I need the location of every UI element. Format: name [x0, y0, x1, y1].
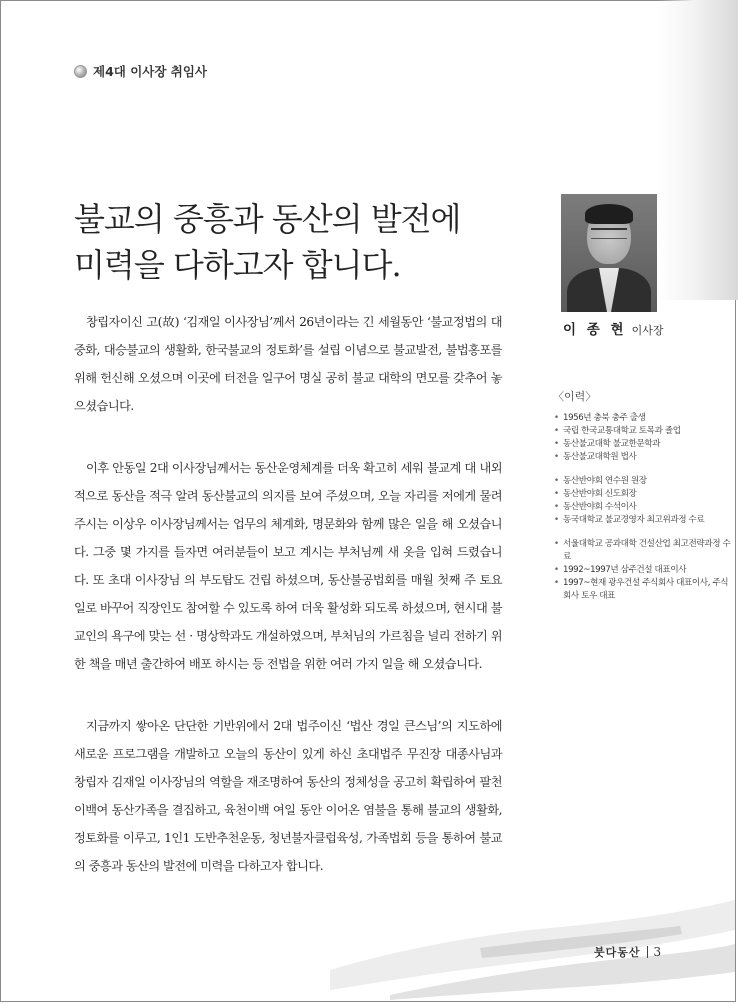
page-footer	[594, 944, 661, 960]
portrait-glasses	[591, 228, 627, 239]
section-label-text: 제4대 이사장 취임사	[93, 64, 208, 79]
career-item: • 1956년 충북 충주 출생	[553, 412, 733, 425]
person-name: 이 종 현	[563, 322, 627, 338]
person-title: 이사장	[631, 324, 664, 337]
career-item: • 동산불교대학원 법사	[553, 451, 733, 464]
career-item: • 동산반야회 수석이사	[553, 501, 733, 514]
paragraph-2: 이후 안동일 2대 이사장님께서는 동산운영체계를 더욱 확고히 세워 불교계 대 내외적으로 동산을 적극 알려 동산불교의 의지를 보여 주셨으며, 오늘 자리를 저에게 물려주시는 이상우 이사장님께서는 업무의 체계화, 명문화와 함께 많은 일을 해 오셨습니다. 그중 몇 가지를 들자면 여러분들이 보고 계시는 부처님께 새 옷을 입혀 드렸습니다. 또 초대 이사장님 의 부도탑도 건립 하셨으며, 동산불공법회를 매월 첫째 주 토요일로 바꾸어 직장인도 참여할 수 있도록 하여 더욱 활성화 되도록 하셨으며, 현시대 불교인의 욕구에 맞는 선 · 명상학과도 개설하였으며, 부처님의 가르침을 널리 전하기 위한 책을 매년 출간하여 배포 하시는 등 전법을 위한 여러 가지 일을 해 오셨습니다.	[74, 461, 502, 671]
headline	[74, 196, 544, 288]
career-item: • 동산반야회 신도회장	[553, 488, 733, 501]
page-corner-shade	[658, 0, 738, 300]
career-item: • 동산불교대학 불교한문학과	[553, 438, 733, 451]
career-item: • 1992~1997년 삼주건설 대표이사	[553, 564, 733, 577]
portrait-hair	[585, 204, 633, 224]
paragraph-1: 창립자이신 고(故) ‘김재일 이사장님’께서 26년이라는 긴 세월동안 ‘불교정법의 대중화, 대승불교의 생활화, 한국불교의 정토화’를 설립 이념으로 불교발전, 불법홍포를 위해 헌신해 오셨으며 이곳에 터전을 일구어 명실 공히 불교 대학의 면모를 갖추어 놓으셨습니다.	[74, 315, 502, 413]
portrait-photo	[561, 194, 657, 312]
ink-brush-decoration	[330, 860, 735, 1000]
article-body	[74, 308, 502, 914]
career-header: 〈이력〉	[553, 390, 597, 403]
career-item: • 동산반야회 연수원 원장	[553, 475, 733, 488]
page-number: 3	[653, 945, 662, 959]
career-item: • 1997~현재 광우건설 주식회사 대표이사, 주식회사 토우 대표	[553, 577, 733, 603]
footer-divider	[647, 946, 648, 958]
career-section	[553, 388, 733, 614]
career-group-1	[553, 412, 733, 464]
headline-line-2: 미력을 다하고자 합니다.	[74, 246, 401, 284]
section-label	[74, 62, 207, 80]
career-item: • 국립 한국교통대학교 토목과 졸업	[553, 425, 733, 438]
round-bullet-icon	[74, 65, 87, 78]
career-group-2	[553, 475, 733, 527]
career-group-3	[553, 538, 733, 603]
paragraph-3: 지금까지 쌓아온 단단한 기반위에서 2대 법주이신 ‘법산 경일 큰스님’의 지도하에 새로운 프로그램을 개발하고 오늘의 동산이 있게 하신 초대법주 무진장 대종사님과 창립자 김재일 이사장님의 역할을 재조명하여 동산의 정체성을 공고히 확립하여 팔천이백여 동산가족을 결집하고, 육천이백 여일 동안 이어온 염불을 통해 불교의 생활화, 정토화를 이루고, 1인1 도반추천운동, 청년불자클럽육성, 가족법회 등을 통하여 불교의 중흥과 동산의 발전에 미력을 다하고자 합니다.	[74, 719, 502, 873]
career-item: • 동국대학교 불교경영자 최고위과정 수료	[553, 514, 733, 527]
person-caption	[563, 318, 663, 338]
magazine-brand: 붓다동산	[594, 946, 641, 959]
career-item: • 서울대학교 공과대학 건설산업 최고전략과정 수료	[553, 538, 733, 564]
headline-line-1: 불교의 중흥과 동산의 발전에	[74, 200, 461, 238]
